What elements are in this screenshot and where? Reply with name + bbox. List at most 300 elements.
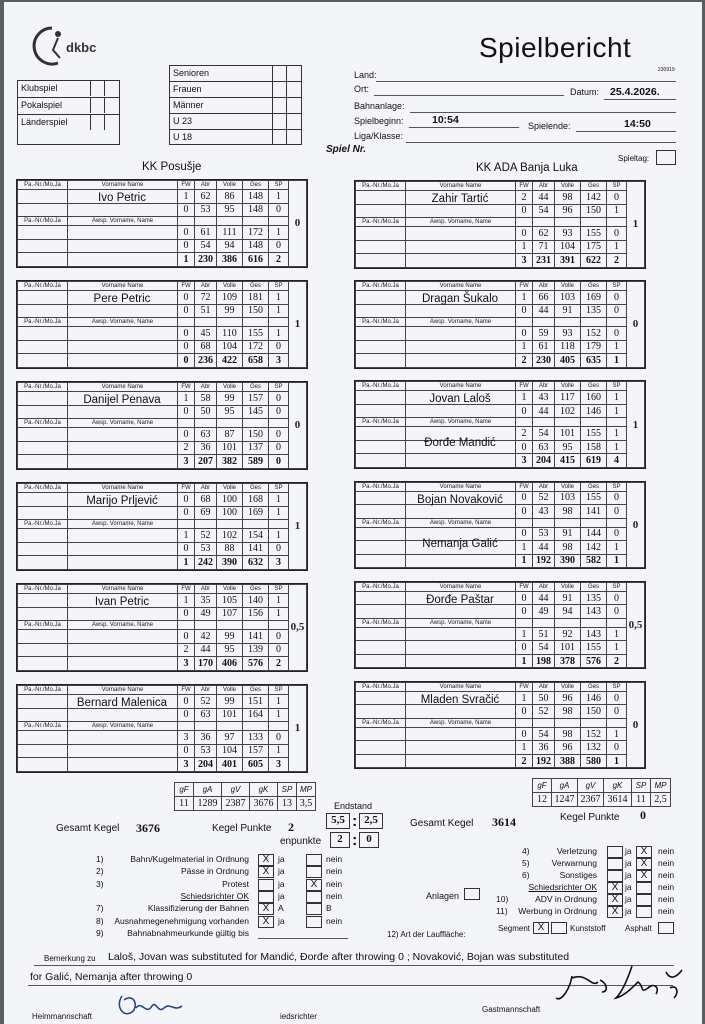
player-header-row <box>356 482 645 491</box>
passnr-header: Pa.-Nr./Mo.Ja <box>356 182 406 191</box>
total-cell: 616 <box>243 253 269 267</box>
player-name: Ivan Petric <box>94 596 150 608</box>
fw-header: FW <box>178 383 195 392</box>
score-cell: 45 <box>195 327 217 341</box>
check-number: 4) <box>522 846 530 856</box>
total-cell: 236 <box>195 354 217 368</box>
ja-checkbox: X <box>607 894 623 906</box>
logo-text: dkbc <box>66 40 97 55</box>
laufflaeche-label: 12) Art der Lauffläche: <box>387 930 466 939</box>
score-cell: 1 <box>269 529 289 543</box>
nein-label: nein <box>658 894 675 904</box>
score-cell: 61 <box>195 226 217 240</box>
volle-header: Volle <box>217 282 243 291</box>
score-cell: 98 <box>555 727 581 741</box>
nein-label: nein <box>326 890 343 901</box>
player-name: Danijel Penava <box>83 394 161 406</box>
total-cell: 2 <box>516 354 533 368</box>
away-signature <box>552 958 692 1018</box>
score-cell: 169 <box>581 291 607 305</box>
abr-header: Abr <box>195 686 217 695</box>
score-cell: 157 <box>243 392 269 406</box>
total-cell: 2 <box>607 254 627 268</box>
score-cell: 0 <box>607 491 627 505</box>
total-cell: 415 <box>555 454 581 468</box>
ja-checkbox: X <box>258 916 274 928</box>
match-point-value: 1 <box>632 418 639 431</box>
score-cell: 181 <box>243 291 269 305</box>
check-label: Schiedsrichter OK <box>528 882 597 892</box>
score-cell: 1 <box>269 695 289 709</box>
ja-label: ja <box>625 858 632 868</box>
abr-header: Abr <box>195 181 217 190</box>
score-cell: 44 <box>533 404 555 418</box>
score-cell: 44 <box>533 191 555 205</box>
score-row <box>18 708 307 722</box>
player-header-row <box>18 722 307 731</box>
score-cell: 139 <box>243 643 269 657</box>
score-cell: 0 <box>516 304 533 318</box>
total-cell: 1 <box>178 556 195 570</box>
total-cell: 3 <box>269 758 289 772</box>
score-cell: 101 <box>217 441 243 455</box>
total-cell: 390 <box>555 554 581 568</box>
ja-checkbox: X <box>607 906 623 918</box>
score-cell: 179 <box>581 340 607 354</box>
score-cell: 53 <box>195 744 217 758</box>
match-point-value: 0 <box>632 518 639 531</box>
ort-label: Ort: <box>354 84 369 94</box>
score-cell: 43 <box>533 391 555 405</box>
score-cell: 118 <box>555 340 581 354</box>
score-cell: 141 <box>581 505 607 519</box>
mp-cell <box>289 282 307 368</box>
score-cell: 105 <box>217 594 243 608</box>
passnr-header: Pa.-Nr./Mo.Ja <box>356 718 406 727</box>
score-cell: 71 <box>533 240 555 254</box>
score-cell: 1 <box>269 708 289 722</box>
score-cell: 144 <box>581 527 607 541</box>
name-header: Awsp. Vorname, Name <box>68 318 178 327</box>
name-header: Vorname Name <box>68 383 178 392</box>
score-cell: 0 <box>178 203 195 217</box>
total-cell: 204 <box>533 454 555 468</box>
player-name: Pere Petric <box>93 293 151 305</box>
check-label: Bahnabnahmeurkunde gültig bis <box>127 927 249 938</box>
player-block <box>16 583 308 672</box>
score-cell: 0 <box>178 708 195 722</box>
check-number: 9) <box>96 927 104 938</box>
score-cell: 0 <box>269 441 289 455</box>
home-team-name: KK Posušje <box>142 161 202 173</box>
nein-checkbox <box>306 891 322 903</box>
name-header: Awsp. Vorname, Name <box>68 722 178 731</box>
fw-header: FW <box>516 282 533 291</box>
score-cell: 96 <box>555 204 581 218</box>
score-cell: 1 <box>269 493 289 507</box>
check-number: 5) <box>522 858 530 868</box>
score-cell: 87 <box>217 428 243 442</box>
passnr-header: Pa.-Nr./Mo.Ja <box>356 518 406 527</box>
score-cell: 155 <box>581 227 607 241</box>
volle-header: Volle <box>217 383 243 392</box>
score-cell: 99 <box>217 695 243 709</box>
total-row <box>356 754 645 768</box>
score-cell: 44 <box>533 541 555 555</box>
fw-header: FW <box>178 585 195 594</box>
name-header: Vorname Name <box>406 482 516 491</box>
passnr-header: Pa.-Nr./Mo.Ja <box>356 318 406 327</box>
score-cell: 97 <box>217 731 243 745</box>
check-label: Klassifizierung der Bahnen <box>147 903 249 914</box>
score-cell: 95 <box>217 643 243 657</box>
score-cell: 0 <box>178 607 195 621</box>
score-row <box>18 226 307 240</box>
score-cell: 2 <box>178 441 195 455</box>
liga-label: Liga/Klasse: <box>354 131 404 141</box>
passnr-header: Pa.-Nr./Mo.Ja <box>18 217 68 226</box>
anlagen-box <box>464 888 480 900</box>
name-header: Awsp. Vorname, Name <box>68 520 178 529</box>
score-row <box>18 731 307 745</box>
check-label: Bahn/Kugelmaterial in Ordnung <box>130 854 249 864</box>
score-cell: 0 <box>269 203 289 217</box>
score-row <box>18 630 307 644</box>
score-cell: 44 <box>533 304 555 318</box>
home-gesamt-kegel-label: Gesamt Kegel <box>56 823 120 834</box>
mp-cell <box>627 582 645 668</box>
score-cell: 66 <box>533 291 555 305</box>
score-cell: 155 <box>581 491 607 505</box>
score-cell: 104 <box>555 240 581 254</box>
score-cell: 1 <box>269 226 289 240</box>
total-row <box>18 253 307 267</box>
score-cell: 150 <box>243 304 269 318</box>
player-block <box>16 482 308 571</box>
score-cell: 88 <box>217 542 243 556</box>
away-gesamt-kegel-label: Gesamt Kegel <box>410 818 474 829</box>
score-cell: 44 <box>533 591 555 605</box>
passnr-header: Pa.-Nr./Mo.Ja <box>18 484 68 493</box>
match-point-value: 1 <box>632 218 639 231</box>
name-header: Awsp. Vorname, Name <box>406 618 516 627</box>
abr-header: Abr <box>195 383 217 392</box>
check-number: 8) <box>96 915 104 926</box>
score-cell: 53 <box>195 203 217 217</box>
score-cell: 1 <box>607 391 627 405</box>
abr-header: Abr <box>533 482 555 491</box>
score-cell: 0 <box>607 527 627 541</box>
volle-header: Volle <box>555 482 581 491</box>
player-header-row <box>18 585 307 594</box>
score-cell: 0 <box>607 741 627 755</box>
endstand-away: 2,5 <box>359 813 383 829</box>
score-cell: 168 <box>243 493 269 507</box>
away-enpunkte: 0 <box>359 832 379 848</box>
player-name: Ivo Petric <box>98 192 146 204</box>
score-row <box>18 304 307 318</box>
player-header-row <box>356 418 645 427</box>
check-label: Pässe in Ordnung <box>180 866 249 877</box>
score-cell: 1 <box>516 541 533 555</box>
mp-cell <box>289 383 307 469</box>
total-cell: 406 <box>217 657 243 671</box>
nein-label: nein <box>326 866 343 877</box>
page-title: Spielbericht <box>479 32 632 63</box>
score-cell: 0 <box>607 227 627 241</box>
score-cell: 0 <box>178 405 195 419</box>
total-cell: 231 <box>533 254 555 268</box>
ja-label: ja <box>625 882 632 892</box>
remarks-label: Bemerkung zu <box>44 954 96 963</box>
score-cell: 148 <box>243 190 269 204</box>
nein-label: nein <box>658 846 675 856</box>
score-cell: 1 <box>269 327 289 341</box>
score-cell: 93 <box>555 327 581 341</box>
score-cell: 0 <box>178 340 195 354</box>
score-cell: 140 <box>243 594 269 608</box>
fw-header: FW <box>178 484 195 493</box>
score-cell: 101 <box>555 641 581 655</box>
score-cell: 0 <box>607 605 627 619</box>
score-cell: 63 <box>195 428 217 442</box>
player-header-row <box>18 282 307 291</box>
sp-header: SP <box>607 682 627 691</box>
score-cell: 1 <box>607 240 627 254</box>
score-row <box>356 404 645 418</box>
score-cell: 0 <box>178 630 195 644</box>
passnr-header: Pa.-Nr./Mo.Ja <box>356 482 406 491</box>
check-number: 1) <box>96 854 104 864</box>
check-number: 6) <box>522 870 530 880</box>
score-cell: 172 <box>243 226 269 240</box>
total-cell: 576 <box>243 657 269 671</box>
score-cell: 1 <box>269 506 289 520</box>
score-row <box>18 441 307 455</box>
score-cell: 1 <box>607 340 627 354</box>
score-cell: 1 <box>178 529 195 543</box>
score-cell: 155 <box>581 641 607 655</box>
total-row <box>356 354 645 368</box>
score-cell: 98 <box>555 541 581 555</box>
passnr-header: Pa.-Nr./Mo.Ja <box>18 383 68 392</box>
nein-checkbox <box>306 916 322 928</box>
passnr-header: Pa.-Nr./Mo.Ja <box>18 419 68 428</box>
check-label: Schiedsrichter OK <box>180 890 249 901</box>
score-row <box>18 327 307 341</box>
sp-header: SP <box>607 182 627 191</box>
passnr-header: Pa.-Nr./Mo.Ja <box>356 618 406 627</box>
home-summary-table: gF gA gV gK SP MP 11 1289 2387 3676 13 3,5 <box>174 782 316 811</box>
total-cell: 1 <box>516 654 533 668</box>
category-row: Senioren <box>170 66 301 82</box>
check-label: Ausnahmegenehmigung vorhanden <box>114 915 249 926</box>
score-cell: 52 <box>533 705 555 719</box>
spiel-nr-label: Spiel Nr. <box>326 144 367 155</box>
score-cell: 143 <box>581 605 607 619</box>
kunststoff-checkbox <box>551 922 567 934</box>
away-signature-label: Gastmannschaft <box>482 1005 541 1014</box>
nein-checkbox <box>636 882 652 894</box>
form-number: 230919 <box>658 67 675 73</box>
substitute-name: Đorđe Mandić <box>424 437 496 450</box>
total-cell: 405 <box>555 354 581 368</box>
score-cell: 0 <box>607 705 627 719</box>
nein-checkbox: X <box>636 846 652 858</box>
score-row <box>356 627 645 641</box>
asphalt-checkbox <box>658 922 674 934</box>
passnr-header: Pa.-Nr./Mo.Ja <box>356 382 406 391</box>
score-row <box>356 641 645 655</box>
player-header-row <box>356 282 645 291</box>
passnr-header: Pa.-Nr./Mo.Ja <box>18 686 68 695</box>
abr-header: Abr <box>533 682 555 691</box>
score-cell: 1 <box>607 627 627 641</box>
score-cell: 1 <box>269 607 289 621</box>
total-cell: 378 <box>555 654 581 668</box>
ja-checkbox: X <box>258 854 274 866</box>
score-cell: 0 <box>516 605 533 619</box>
ja-label: ja <box>278 854 285 864</box>
mp-cell <box>289 686 307 772</box>
total-cell: 658 <box>243 354 269 368</box>
fw-header: FW <box>516 682 533 691</box>
player-block <box>16 280 308 369</box>
match-point-value: 0,5 <box>290 621 305 634</box>
total-cell: 0 <box>178 354 195 368</box>
score-cell: 94 <box>555 605 581 619</box>
total-cell: 170 <box>195 657 217 671</box>
total-row <box>356 254 645 268</box>
score-cell: 1 <box>178 392 195 406</box>
total-cell: 632 <box>243 556 269 570</box>
score-row <box>356 227 645 241</box>
total-cell: 1 <box>516 554 533 568</box>
score-cell: 1 <box>269 594 289 608</box>
score-cell: 1 <box>269 190 289 204</box>
score-cell: 1 <box>269 304 289 318</box>
total-cell: 390 <box>217 556 243 570</box>
score-cell: 0 <box>607 291 627 305</box>
score-cell: 44 <box>195 643 217 657</box>
nein-label: nein <box>658 906 675 916</box>
datum-label: Datum: <box>570 87 600 97</box>
player-header-row <box>18 383 307 392</box>
ja-checkbox <box>607 870 623 882</box>
score-row <box>18 340 307 354</box>
score-cell: 0 <box>607 591 627 605</box>
fw-header: FW <box>178 686 195 695</box>
score-cell: 0 <box>269 630 289 644</box>
score-cell: 0 <box>269 428 289 442</box>
player-header-row <box>18 318 307 327</box>
category-row: U 18 <box>170 130 301 145</box>
score-cell: 86 <box>217 190 243 204</box>
total-cell: 605 <box>243 758 269 772</box>
score-cell: 1 <box>516 741 533 755</box>
score-cell: 101 <box>555 427 581 441</box>
volle-header: Volle <box>555 382 581 391</box>
total-row <box>18 758 307 772</box>
score-cell: 36 <box>195 731 217 745</box>
score-cell: 96 <box>555 741 581 755</box>
fw-header: FW <box>516 582 533 591</box>
player-header-row <box>18 621 307 630</box>
ja-checkbox <box>258 879 274 891</box>
sp-header: SP <box>269 282 289 291</box>
score-cell: 104 <box>217 744 243 758</box>
score-cell: 2 <box>178 643 195 657</box>
mp-cell <box>289 585 307 671</box>
player-header-row <box>18 520 307 529</box>
score-cell: 36 <box>195 441 217 455</box>
check-number: 11) <box>496 906 508 916</box>
name-header: Vorname Name <box>406 382 516 391</box>
home-enpunkte: 2 <box>330 832 350 848</box>
score-cell: 72 <box>195 291 217 305</box>
player-block <box>354 180 646 269</box>
total-cell: 192 <box>533 554 555 568</box>
passnr-header: Pa.-Nr./Mo.Ja <box>18 282 68 291</box>
player-header-row <box>18 217 307 226</box>
nein-label: nein <box>326 854 343 864</box>
away-summary-table: gF gA gV gK SP MP 12 1247 2367 3614 11 2,5 <box>532 778 671 807</box>
score-cell: 63 <box>195 708 217 722</box>
score-cell: 52 <box>533 491 555 505</box>
score-cell: 104 <box>217 340 243 354</box>
score-row <box>356 727 645 741</box>
score-cell: 0 <box>607 691 627 705</box>
score-cell: 0 <box>516 591 533 605</box>
ges-header: Ges <box>581 482 607 491</box>
score-cell: 61 <box>533 340 555 354</box>
name-header: Vorname Name <box>68 181 178 190</box>
player-name: Bojan Novaković <box>417 493 503 506</box>
ja-label: ja <box>625 906 632 916</box>
total-cell: 401 <box>217 758 243 772</box>
score-cell: 1 <box>516 240 533 254</box>
score-row <box>356 204 645 218</box>
score-cell: 107 <box>217 607 243 621</box>
player-header-row <box>356 682 645 691</box>
away-team-name: KK ADA Banja Luka <box>476 162 578 174</box>
score-cell: 49 <box>533 605 555 619</box>
score-row <box>18 405 307 419</box>
passnr-header: Pa.-Nr./Mo.Ja <box>18 181 68 190</box>
score-cell: 150 <box>581 204 607 218</box>
score-cell: 135 <box>581 591 607 605</box>
score-cell: 0 <box>269 405 289 419</box>
name-header: Vorname Name <box>68 484 178 493</box>
name-header: Vorname Name <box>406 182 516 191</box>
player-header-row <box>18 419 307 428</box>
check-label: Sonstiges <box>559 870 597 880</box>
name-header: Awsp. Vorname, Name <box>406 718 516 727</box>
score-cell: 0 <box>516 641 533 655</box>
total-cell: 3 <box>516 454 533 468</box>
score-cell: 117 <box>555 391 581 405</box>
total-cell: 635 <box>581 354 607 368</box>
ges-header: Ges <box>581 682 607 691</box>
score-cell: 0 <box>178 542 195 556</box>
score-cell: 0 <box>516 491 533 505</box>
score-cell: 100 <box>217 506 243 520</box>
score-cell: 158 <box>581 440 607 454</box>
score-cell: 0 <box>607 304 627 318</box>
nein-label: nein <box>326 915 343 926</box>
mp-cell <box>627 382 645 468</box>
score-cell: 36 <box>533 741 555 755</box>
